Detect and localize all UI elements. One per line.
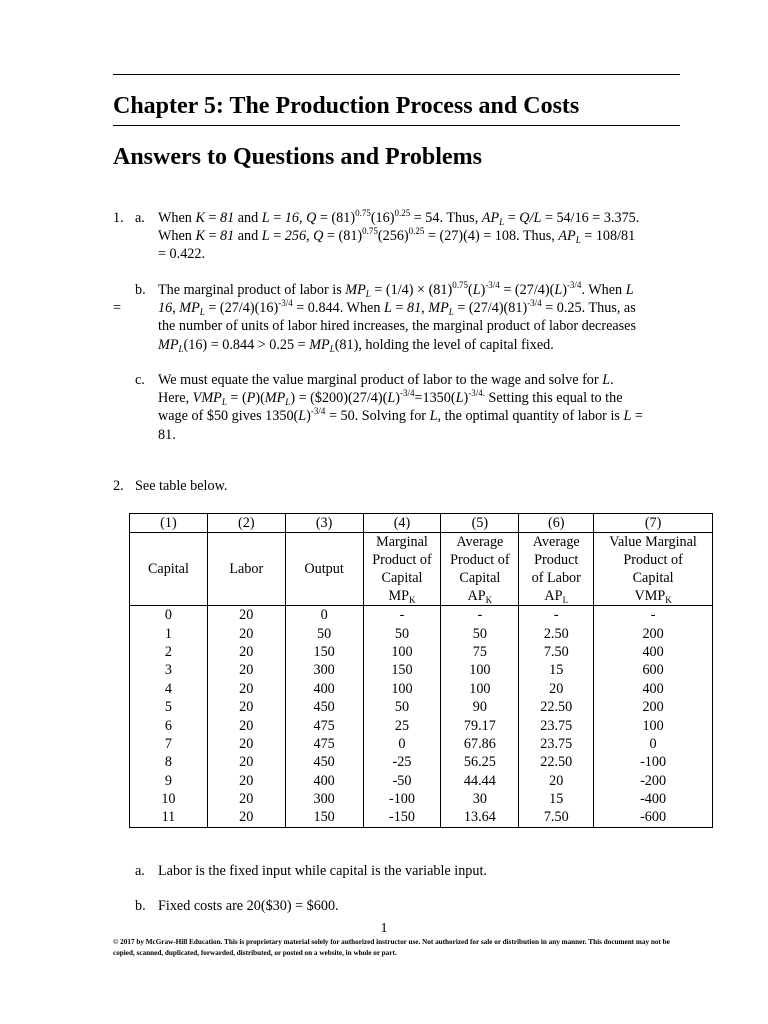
q1-number: 1. — [113, 210, 124, 226]
table-cell: 7 — [130, 735, 208, 753]
table-cell: -100 — [594, 753, 713, 771]
column-number: (3) — [285, 514, 363, 533]
q2-intro: See table below. — [135, 478, 228, 494]
column-header: Average Product of Capital $AP_K$ — [441, 533, 519, 606]
table-cell: 20 — [519, 680, 594, 698]
table-cell: 20 — [207, 680, 285, 698]
table-row — [130, 735, 713, 753]
table-cell: 4 — [130, 680, 208, 698]
table-cell: 300 — [285, 661, 363, 679]
table-cell: 150 — [285, 643, 363, 661]
q1a-line: When K = 81 and L = 16, $Q = (81)^{0.75}(16)^{0.25} = 54$. Thus, $AP_L = Q/L = 54/16 = 3.375$. — [158, 208, 640, 227]
table-cell: 20 — [207, 790, 285, 808]
table-cell: 9 — [130, 772, 208, 790]
table-header-row — [130, 533, 713, 606]
table-cell: 0 — [285, 606, 363, 625]
q1c-line: Here, $VMP_L = (P)(MP_L)$ = $(\$200)(27/4)(L)^{-3/4}=1350(L)^{-3/4.}$ Setting this equal to the — [158, 388, 623, 408]
q1a-line: = 0.422. — [158, 246, 206, 263]
table-cell: -200 — [594, 772, 713, 790]
q1a-label: a. — [135, 210, 145, 226]
table-cell: 8 — [130, 753, 208, 771]
q1b-line: the number of units of labor hired increases, the marginal product of labor decreases — [158, 318, 637, 335]
table-cell: 20 — [207, 624, 285, 642]
q1c-line: We must equate the value marginal product of labor to the wage and solve for L. — [158, 372, 614, 388]
table-row — [130, 624, 713, 642]
table-cell: 20 — [207, 606, 285, 625]
table-cell: 100 — [363, 680, 441, 698]
table-cell: 20 — [207, 661, 285, 679]
table-cell: 0 — [130, 606, 208, 625]
table-cell: 25 — [363, 716, 441, 734]
table-cell: 11 — [130, 808, 208, 827]
table-cell: 13.64 — [441, 808, 519, 827]
page-number: 1 — [380, 921, 388, 936]
q2b-text: Fixed costs are 20($30) = $600. — [158, 898, 339, 914]
table-row — [130, 790, 713, 808]
table-cell: 200 — [594, 624, 713, 642]
column-number: (5) — [441, 514, 519, 533]
table-cell: 1 — [130, 624, 208, 642]
table-cell: 30 — [441, 790, 519, 808]
table-cell: 300 — [285, 790, 363, 808]
table-cell: -25 — [363, 753, 441, 771]
table-row — [130, 808, 713, 827]
column-number: (1) — [130, 514, 208, 533]
table-cell: 20 — [207, 735, 285, 753]
table-row — [130, 716, 713, 734]
table-cell: 22.50 — [519, 698, 594, 716]
table-cell: 50 — [363, 698, 441, 716]
table-row — [130, 643, 713, 661]
table-cell: -400 — [594, 790, 713, 808]
q1b-label: b. — [135, 282, 146, 298]
table-cell: 56.25 — [441, 753, 519, 771]
table-cell: 100 — [363, 643, 441, 661]
table-cell: 150 — [363, 661, 441, 679]
table-row — [130, 680, 713, 698]
table-cell: 50 — [441, 624, 519, 642]
table-cell: 600 — [594, 661, 713, 679]
q1b-text — [158, 281, 682, 354]
table-cell: 2.50 — [519, 624, 594, 642]
q1c-line: 81. — [158, 426, 176, 443]
table-row — [130, 753, 713, 771]
table-cell: 10 — [130, 790, 208, 808]
table-row — [130, 772, 713, 790]
table-cell: -600 — [594, 808, 713, 827]
table-cell: 150 — [285, 808, 363, 827]
table-cell: 15 — [519, 661, 594, 679]
q1a-text — [158, 209, 682, 264]
table-cell: 400 — [285, 680, 363, 698]
column-number: (4) — [363, 514, 441, 533]
table-row — [130, 661, 713, 679]
column-header: Capital — [130, 533, 208, 606]
table-cell: 75 — [441, 643, 519, 661]
table-cell: 50 — [363, 624, 441, 642]
top-rule — [113, 74, 680, 75]
table-cell: 67.86 — [441, 735, 519, 753]
column-header: Average Product of Labor $AP_L$ — [519, 533, 594, 606]
table-cell: 20 — [207, 698, 285, 716]
q2b-label: b. — [135, 898, 146, 914]
table-cell: -100 — [363, 790, 441, 808]
q1b-equals-marker: = — [113, 300, 122, 316]
table-cell: - — [363, 606, 441, 625]
table-cell: 200 — [594, 698, 713, 716]
table-cell: 15 — [519, 790, 594, 808]
table-cell: 450 — [285, 698, 363, 716]
table-cell: 7.50 — [519, 643, 594, 661]
table-cell: 2 — [130, 643, 208, 661]
q1c-line: wage of $50 gives $1350(L)^{-3/4} = 50$. Solving for L, the optimal quantity of labor is L = — [158, 406, 643, 425]
q2a-text: Labor is the fixed input while capital is the variable input. — [158, 863, 487, 879]
table-cell: 20 — [207, 753, 285, 771]
table-cell: 100 — [441, 661, 519, 679]
table-cell: 475 — [285, 735, 363, 753]
table-cell: 20 — [207, 716, 285, 734]
q1c-text — [158, 371, 682, 444]
column-number: (2) — [207, 514, 285, 533]
table-cell: 20 — [207, 808, 285, 827]
table-cell: - — [519, 606, 594, 625]
q2-number: 2. — [113, 478, 124, 494]
column-header: Output — [285, 533, 363, 606]
table-cell: 20 — [207, 643, 285, 661]
table-cell: 50 — [285, 624, 363, 642]
q1b-line: 16, $MP_L = (27/4)(16)^{-3/4} = 0.844$. When L = 81, $MP_L = (27/4)(81)^{-3/4} = 0.25$. Thus, as — [158, 298, 636, 318]
q2a-label: a. — [135, 863, 145, 879]
table-row — [130, 698, 713, 716]
table-cell: 5 — [130, 698, 208, 716]
table-cell: - — [594, 606, 713, 625]
table-cell: 23.75 — [519, 735, 594, 753]
table-cell: - — [441, 606, 519, 625]
q1a-line: When K = 81 and L = 256, $Q = (81)^{0.75}(256)^{0.25} = (27)(4) = 108$. Thus, $AP_L = 108/81$ — [158, 226, 636, 246]
table-body — [130, 606, 713, 828]
table-cell: 22.50 — [519, 753, 594, 771]
column-header: Value Marginal Product of Capital $VMP_K$ — [594, 533, 713, 606]
table-cell: 400 — [285, 772, 363, 790]
table-cell: 23.75 — [519, 716, 594, 734]
table-cell: 6 — [130, 716, 208, 734]
q1b-line: $MP_L(16) = 0.844 > 0.25 = MP_L(81)$, holding the level of capital fixed. — [158, 336, 554, 354]
table-cell: 79.17 — [441, 716, 519, 734]
column-number: (7) — [594, 514, 713, 533]
column-header: Labor — [207, 533, 285, 606]
table-cell: 450 — [285, 753, 363, 771]
table-cell: 44.44 — [441, 772, 519, 790]
table-cell: 475 — [285, 716, 363, 734]
column-header: Marginal Product of Capital $MP_K$ — [363, 533, 441, 606]
table-cell: -50 — [363, 772, 441, 790]
production-table — [129, 513, 713, 828]
q1b-line: The marginal product of labor is $MP_L = (1/4) \times (81)^{0.75}(L)^{-3/4} = (27/4)(L)^{-3/4}$. When L — [158, 280, 634, 299]
table-column-number-row — [130, 514, 713, 533]
chapter-title: Chapter 5: The Production Process and Costs — [113, 93, 580, 119]
table-cell: 20 — [519, 772, 594, 790]
table-cell: 7.50 — [519, 808, 594, 827]
table-cell: 0 — [594, 735, 713, 753]
table-cell: 400 — [594, 643, 713, 661]
column-number: (6) — [519, 514, 594, 533]
title-rule — [113, 125, 680, 126]
table-cell: -150 — [363, 808, 441, 827]
table-cell: 3 — [130, 661, 208, 679]
table-cell: 100 — [441, 680, 519, 698]
table-row — [130, 606, 713, 625]
section-title: Answers to Questions and Problems — [113, 144, 482, 170]
copyright-footer: © 2017 by McGraw-Hill Education. This is proprietary material solely for authorized instructor use. Not authorized for sale or distribution in any manner. This document may not be copied, scanned, duplicated, forwarded, distributed, or posted on a website, in whole or part. — [113, 938, 670, 957]
table-cell: 400 — [594, 680, 713, 698]
table-cell: 100 — [594, 716, 713, 734]
q1c-label: c. — [135, 372, 145, 388]
table-cell: 0 — [363, 735, 441, 753]
table-cell: 20 — [207, 772, 285, 790]
table-cell: 90 — [441, 698, 519, 716]
